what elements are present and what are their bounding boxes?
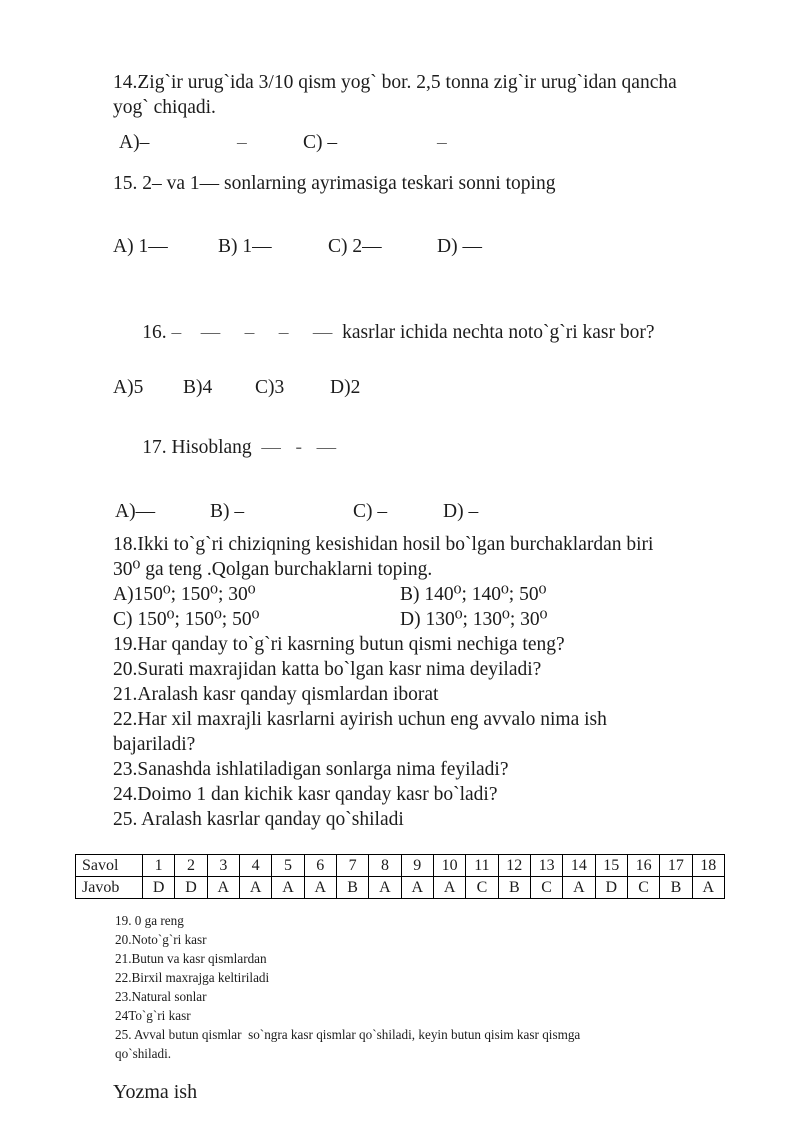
answer-table-answer-cell: A xyxy=(563,877,595,899)
answer-table-row-label: Savol xyxy=(76,855,143,877)
question-18-line-2: 30⁰ ga teng .Qolgan burchaklarni toping. xyxy=(113,559,433,580)
option-d: D) – xyxy=(443,501,479,522)
answer-key-line: 20.Noto`g`ri kasr xyxy=(115,932,207,947)
answer-table-number-cell: 4 xyxy=(239,855,271,877)
document-content xyxy=(82,70,783,1105)
question-19: 19.Har qanday to`g`ri kasrning butun qismi nechiga teng? xyxy=(113,634,565,655)
answer-table xyxy=(75,854,725,899)
question-15: 15. 2– va 1— sonlarning ayrimasiga teskari sonni toping xyxy=(113,173,556,194)
question-17-text: 17. Hisoblang xyxy=(142,437,262,458)
answer-table-number-cell: 10 xyxy=(433,855,465,877)
question-14-line-2: yog` chiqadi. xyxy=(113,97,216,118)
option-d: D)2 xyxy=(330,377,361,398)
answer-table-answer-cell: B xyxy=(498,877,530,899)
answer-table-answer-cell: D xyxy=(143,877,175,899)
answer-key-line: 23.Natural sonlar xyxy=(115,989,207,1004)
option-a: A)— xyxy=(115,501,156,522)
answer-table-answer-cell: A xyxy=(272,877,304,899)
answer-key xyxy=(115,911,783,1063)
answer-key-line: 22.Birxil maxrajga keltiriladi xyxy=(115,970,270,985)
option-c: C)3 xyxy=(255,377,285,398)
question-22-line-1: 22.Har xil maxrajli kasrlarni ayirish uchun eng avvalo nima ish xyxy=(113,709,607,730)
answer-table-number-cell: 6 xyxy=(304,855,336,877)
answer-table-answer-cell: A xyxy=(239,877,271,899)
fraction-bars: — - — xyxy=(261,437,337,458)
answer-key-line: 21.Butun va kasr qismlardan xyxy=(115,951,267,966)
answer-table-number-cell: 11 xyxy=(466,855,498,877)
question-18-line-1: 18.Ikki to`g`ri chiziqning kesishidan hosil bo`lgan burchaklardan biri xyxy=(113,534,654,555)
question-18-options-cd xyxy=(113,607,783,632)
answer-table-answer-cell: A xyxy=(433,877,465,899)
answer-table-answer-cell: D xyxy=(175,877,207,899)
option-c: C) – xyxy=(353,501,388,522)
option-d: D) — xyxy=(437,236,482,257)
option-b: B) – xyxy=(210,501,245,522)
question-14-options xyxy=(113,130,783,155)
question-16-text: kasrlar ichida nechta noto`g`ri kasr bor? xyxy=(332,322,655,343)
answer-table-answer-cell: B xyxy=(660,877,692,899)
answer-table-number-cell: 9 xyxy=(401,855,433,877)
answer-table-row xyxy=(76,855,725,877)
option-a: A)– xyxy=(119,132,150,153)
option-a: A)150⁰; 150⁰; 30⁰ xyxy=(113,584,256,605)
answer-table-row xyxy=(76,877,725,899)
answer-table-answer-cell: A xyxy=(692,877,724,899)
question-24: 24.Doimo 1 dan kichik kasr qanday kasr bo`ladi? xyxy=(113,784,498,805)
question-17-options xyxy=(113,499,783,524)
fraction-bars: – — – – — xyxy=(171,322,333,343)
option-b: B) 1— xyxy=(218,236,272,257)
answer-table-answer-cell: A xyxy=(304,877,336,899)
option-c: C) 2— xyxy=(328,236,382,257)
answer-table-answer-cell: A xyxy=(207,877,239,899)
answer-table-number-cell: 5 xyxy=(272,855,304,877)
answer-table-answer-cell: C xyxy=(530,877,562,899)
question-18-options-ab xyxy=(113,582,783,607)
fraction-bar: – xyxy=(437,132,447,153)
question-16-number: 16. xyxy=(142,322,172,343)
answer-table-answer-cell: A xyxy=(369,877,401,899)
question-22-line-2: bajariladi? xyxy=(113,734,196,755)
question-21: 21.Aralash kasr qanday qismlardan iborat xyxy=(113,684,439,705)
answer-table-number-cell: 12 xyxy=(498,855,530,877)
answer-table-body xyxy=(76,855,725,899)
answer-table-number-cell: 3 xyxy=(207,855,239,877)
answer-key-line: qo`shiladi. xyxy=(115,1046,172,1061)
answer-table-answer-cell: D xyxy=(595,877,627,899)
answer-table-answer-cell: A xyxy=(401,877,433,899)
question-23: 23.Sanashda ishlatiladigan sonlarga nima feyiladi? xyxy=(113,759,509,780)
answer-table-number-cell: 17 xyxy=(660,855,692,877)
option-d: D) 130⁰; 130⁰; 30⁰ xyxy=(400,609,548,630)
option-a: A) 1— xyxy=(113,236,168,257)
answer-key-line: 19. 0 ga reng xyxy=(115,913,184,928)
question-17 xyxy=(113,410,783,485)
answer-key-line: 24To`g`ri kasr xyxy=(115,1008,191,1023)
option-b: B)4 xyxy=(183,377,213,398)
answer-table-number-cell: 16 xyxy=(627,855,659,877)
question-25: 25. Aralash kasrlar qanday qo`shiladi xyxy=(113,809,404,830)
answer-table-answer-cell: B xyxy=(336,877,368,899)
option-c: C) 150⁰; 150⁰; 50⁰ xyxy=(113,609,260,630)
option-c: C) – xyxy=(303,132,338,153)
answer-table-number-cell: 2 xyxy=(175,855,207,877)
option-a: A)5 xyxy=(113,377,144,398)
answer-table-answer-cell: C xyxy=(627,877,659,899)
question-20: 20.Surati maxrajidan katta bo`lgan kasr nima deyiladi? xyxy=(113,659,542,680)
answer-table-number-cell: 15 xyxy=(595,855,627,877)
question-14-line-1: 14.Zig`ir urug`ida 3/10 qism yog` bor. 2,5 tonna zig`ir urug`idan qancha xyxy=(113,72,677,93)
fraction-bar: – xyxy=(237,132,247,153)
question-16 xyxy=(113,295,783,370)
answer-table-number-cell: 18 xyxy=(692,855,724,877)
answer-table-number-cell: 1 xyxy=(143,855,175,877)
answer-table-number-cell: 8 xyxy=(369,855,401,877)
section-heading-yozma-ish: Yozma ish xyxy=(113,1081,198,1103)
answer-key-line: 25. Avval butun qismlar so`ngra kasr qismlar qo`shiladi, keyin butun qisim kasr qismga xyxy=(115,1027,581,1042)
answer-table-number-cell: 7 xyxy=(336,855,368,877)
option-b: B) 140⁰; 140⁰; 50⁰ xyxy=(400,584,547,605)
answer-table-row-label: Javob xyxy=(76,877,143,899)
question-16-options xyxy=(113,375,783,400)
answer-table-number-cell: 14 xyxy=(563,855,595,877)
answer-table-number-cell: 13 xyxy=(530,855,562,877)
answer-table-answer-cell: C xyxy=(466,877,498,899)
question-15-options xyxy=(113,234,783,259)
